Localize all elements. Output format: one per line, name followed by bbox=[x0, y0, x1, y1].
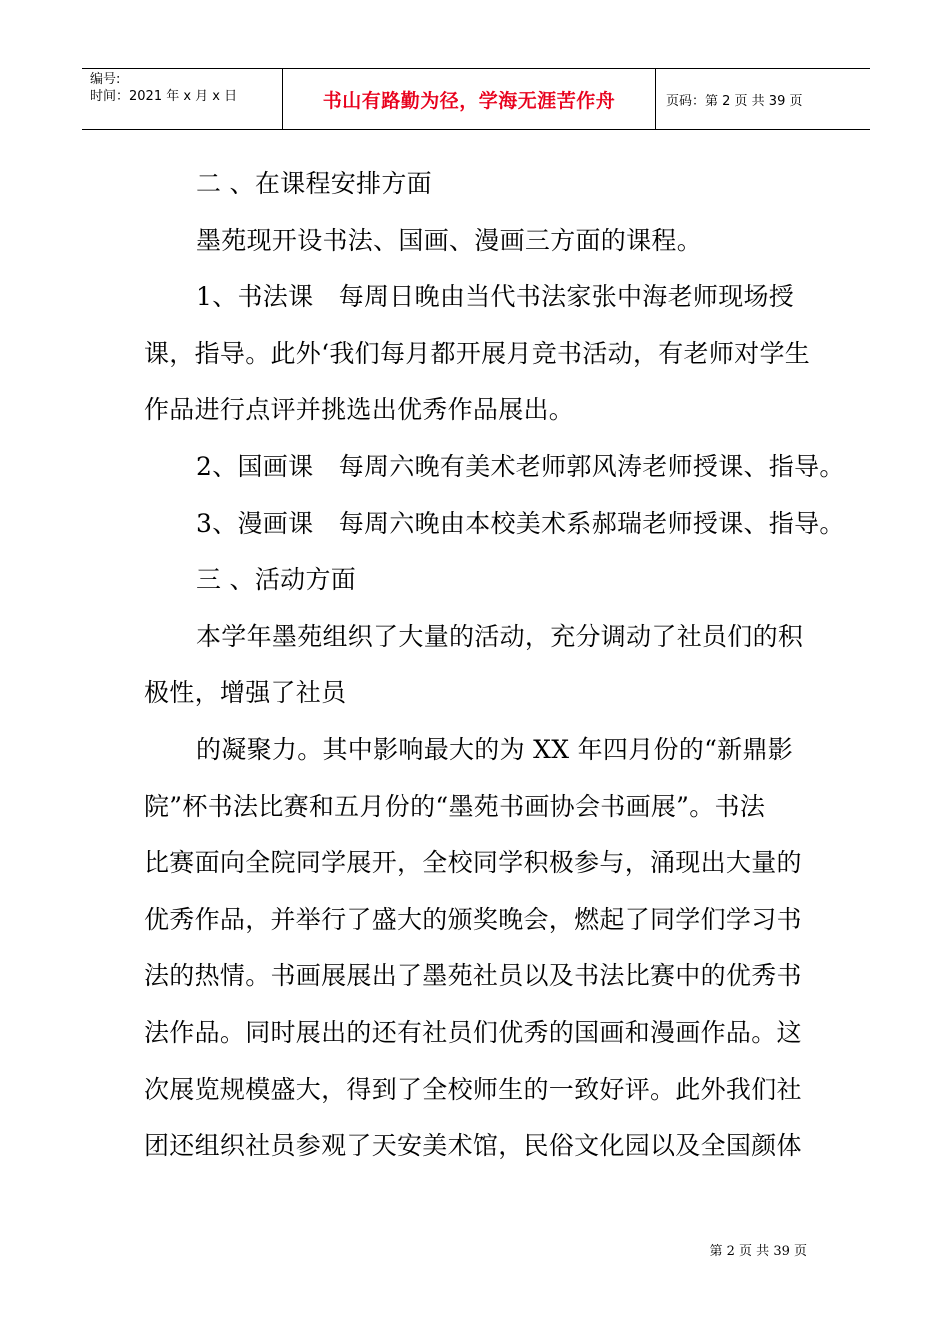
header-meta bbox=[82, 69, 282, 129]
paragraph-line: 墨苑现开设书法、国画、漫画三方面的课程。 bbox=[196, 225, 703, 255]
paragraph-line: 次展览规模盛大，得到了全校师生的一致好评。此外我们社 bbox=[144, 1074, 802, 1104]
number-label: 编号: bbox=[90, 72, 121, 87]
paragraph-line: 3、漫画课 每周六晚由本校美术系郝瑞老师授课、指导。 bbox=[196, 508, 845, 538]
paragraph-line: 院”杯书法比赛和五月份的“墨苑书画协会书画展”。书法 bbox=[144, 791, 766, 821]
section-heading: 三 、活动方面 bbox=[196, 565, 357, 595]
footer-page-label: 第 2 页 共 39 页 bbox=[709, 1244, 807, 1259]
time-label: 时间：2021 年 x 月 x 日 bbox=[90, 89, 238, 104]
paragraph-line: 比赛面向全院同学展开，全校同学积极参与，涌现出大量的 bbox=[144, 848, 802, 878]
paragraph-line: 团还组织社员参观了天安美术馆，民俗文化园以及全国颜体 bbox=[144, 1131, 802, 1161]
paragraph-line: 法的热情。书画展展出了墨苑社员以及书法比赛中的优秀书 bbox=[144, 961, 802, 991]
paragraph-line: 极性，增强了社员 bbox=[144, 678, 347, 708]
page-header bbox=[82, 68, 870, 130]
paragraph-line: 作品进行点评并挑选出优秀作品展出。 bbox=[144, 395, 575, 425]
paragraph-line: 法作品。同时展出的还有社员们优秀的国画和漫画作品。这 bbox=[144, 1017, 802, 1047]
header-motto bbox=[282, 69, 656, 129]
section-heading: 二 、在课程安排方面 bbox=[196, 169, 432, 198]
motto-text: 书山有路勤为径，学海无涯苦作舟 bbox=[322, 89, 616, 112]
paragraph-line: 2、国画课 每周六晚有美术老师郭风涛老师授课、指导。 bbox=[196, 451, 845, 481]
paragraph-line: 1、书法课 每周日晚由当代书法家张中海老师现场授 bbox=[196, 282, 795, 312]
paragraph-line: 优秀作品，并举行了盛大的颁奖晚会，燃起了同学们学习书 bbox=[144, 904, 802, 934]
paragraph-line: 课，指导。此外‘我们每月都开展月竞书活动，有老师对学生 bbox=[144, 338, 811, 368]
header-page-label: 页码：第 2 页 共 39 页 bbox=[666, 93, 803, 109]
header-page bbox=[656, 69, 870, 129]
paragraph-line: 本学年墨苑组织了大量的活动，充分调动了社员们的积 bbox=[196, 621, 804, 651]
paragraph-line: 的凝聚力。其中影响最大的为 XX 年四月份的“新鼎影 bbox=[196, 734, 794, 764]
page-footer bbox=[710, 1240, 807, 1259]
document-body bbox=[144, 156, 845, 1175]
